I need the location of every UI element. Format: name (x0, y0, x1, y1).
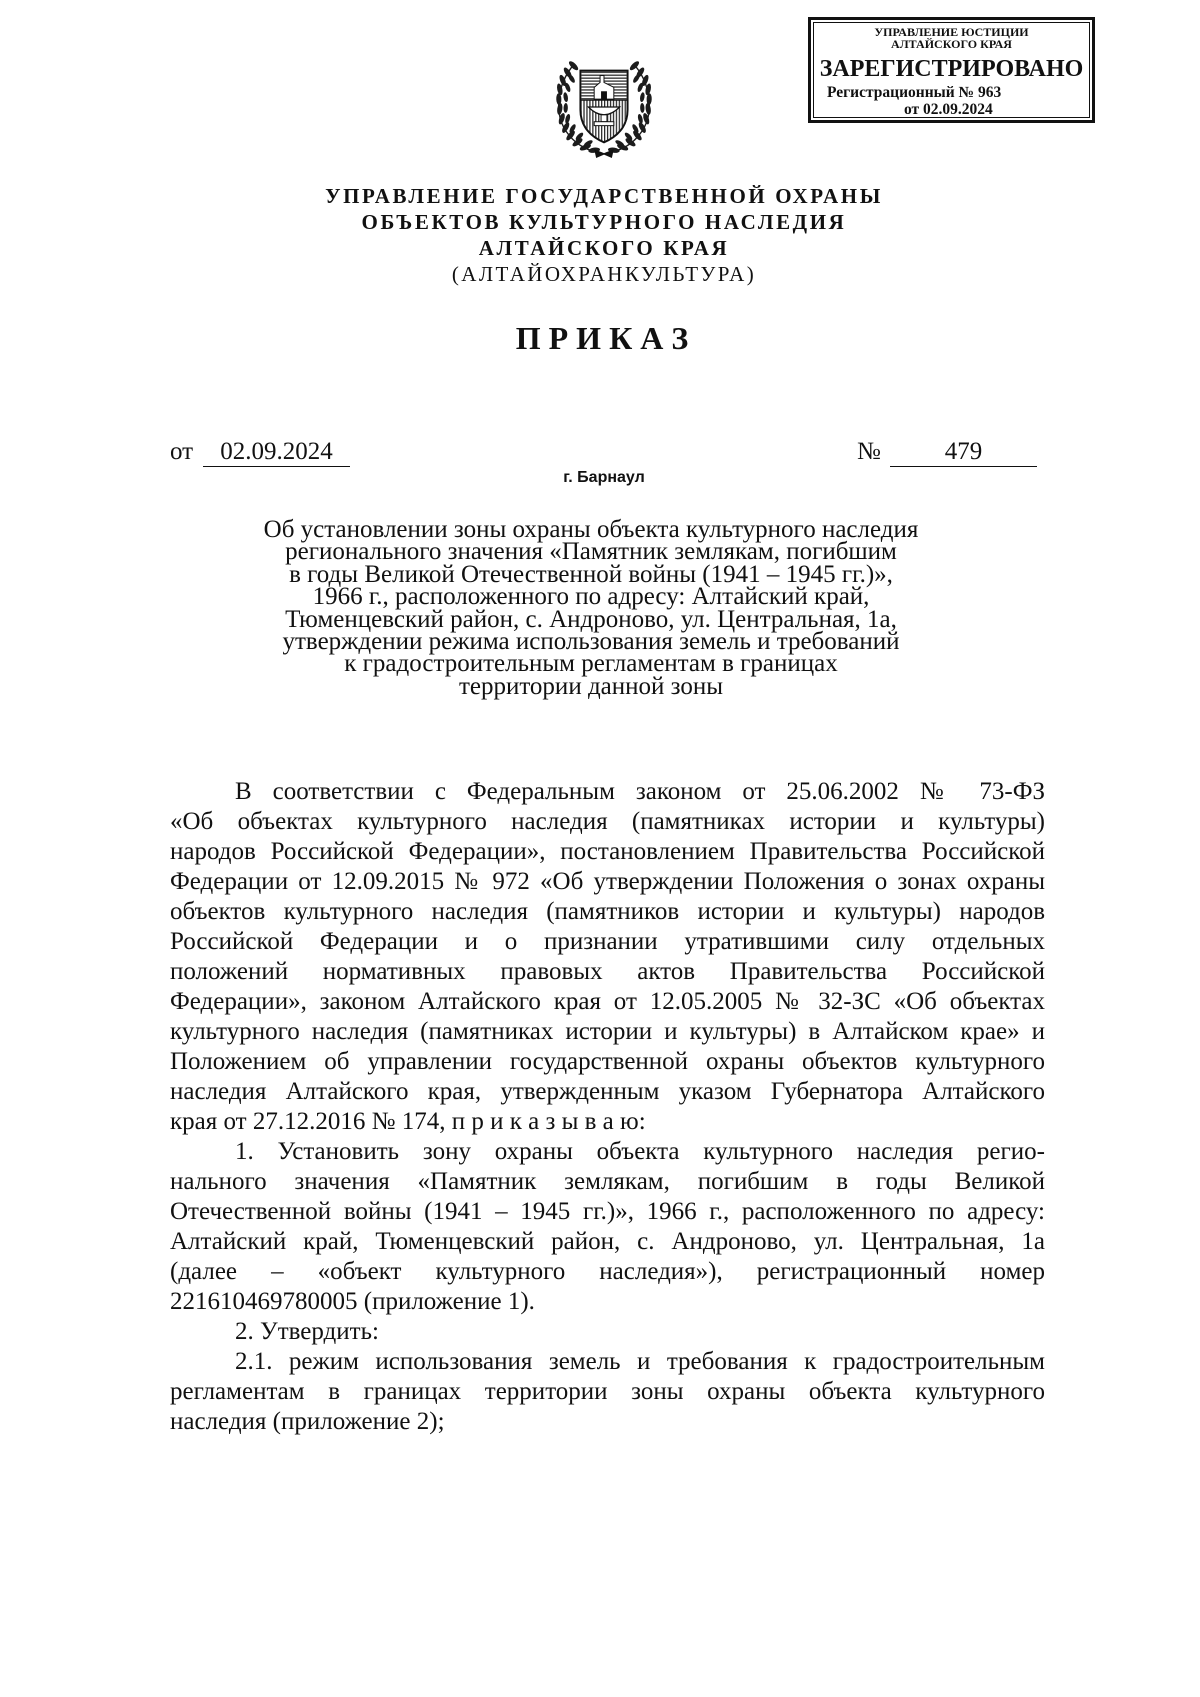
header-line: АЛТАЙСКОГО КРАЯ (478, 236, 730, 260)
body-line: нального значения «Памятник землякам, погибшим в годы Великой (170, 1168, 1045, 1195)
body-line: «Об объектах культурного наследия (памятниках истории и культуры) (170, 808, 1045, 835)
body-line: (далее – «объект культурного наследия»), регистрационный номер (170, 1258, 1045, 1285)
header-line: УПРАВЛЕНИЕ ГОСУДАРСТВЕННОЙ ОХРАНЫ (325, 184, 883, 208)
order-number: 479 (890, 437, 1037, 467)
clause-2-paragraph (170, 1317, 1045, 1347)
ribbon (594, 149, 614, 158)
body-line: 2.1. режим использования земель и требования к градостроительным (235, 1348, 1045, 1375)
document-type-heading: П Р И К А З (515, 320, 689, 356)
title-line: утверждении режима использования земель и требований (282, 627, 900, 655)
body-line: наследия (приложение 2); (170, 1408, 445, 1435)
date-prefix: от (170, 438, 194, 465)
order-title (171, 516, 1011, 700)
institution-header (204, 183, 1004, 287)
body-line: Федерации от 12.09.2015 № 972 «Об утверждении Положения о зонах охраны (170, 868, 1045, 895)
preamble-paragraph (170, 777, 1045, 1137)
title-line: Об установлении зоны охраны объекта культурного наследия (263, 516, 919, 543)
body-line: Алтайский край, Тюменцевский район, с. Андроново, ул. Центральная, 1а (170, 1228, 1045, 1255)
title-line: 1966 г., расположенного по адресу: Алтайский край, (312, 583, 870, 611)
stamp-authority-line2: АЛТАЙСКОГО КРАЯ (891, 37, 1012, 51)
stamp-registration-date: от 02.09.2024 (904, 101, 993, 118)
body-line: Федерации», законом Алтайского края от 12.05.2005 № 32-ЗС «Об объектах (170, 988, 1045, 1015)
clause-2-1-paragraph (170, 1347, 1045, 1437)
body-line: 1. Установить зону охраны объекта культурного наследия регио- (235, 1138, 1045, 1165)
body-line: Положением об управлении государственной охраны объектов культурного (170, 1048, 1045, 1075)
header-abbreviation: (АЛТАЙОХРАНКУЛЬТУРА) (451, 262, 757, 286)
body-line: наследия Алтайского края, утвержденным указом Губернатора Алтайского (170, 1078, 1045, 1105)
title-line: территории данной зоны (458, 672, 724, 700)
clause-1-paragraph (170, 1137, 1045, 1317)
stamp-status: ЗАРЕГИСТРИРОВАНО (819, 56, 1084, 82)
title-line: в годы Великой Отечественной войны (1941 – 1945 гг.)», (289, 560, 893, 588)
body-line: 2. Утвердить: (235, 1318, 379, 1345)
body-line: объектов культурного наследия (памятников истории и культуры) народов (170, 898, 1045, 925)
title-line: регионального значения «Памятник землякам, погибшим (285, 538, 897, 566)
order-date: 02.09.2024 (203, 437, 350, 467)
shield (580, 71, 627, 143)
body-line: регламентам в границах территории зоны охраны объекта культурного (170, 1378, 1045, 1405)
body-line: Отечественной войны (1941 – 1945 гг.)», 1966 г., расположенного по адресу: (170, 1198, 1045, 1225)
body-line: культурного наследия (памятниках истории и культуры) в Алтайском крае» и (170, 1018, 1045, 1045)
order-body (170, 777, 1045, 1437)
body-line: края от 27.12.2016 № 174, п р и к а з ы в а ю: (170, 1108, 646, 1135)
body-line: народов Российской Федерации», постановлением Правительства Российской (170, 838, 1045, 865)
header-line: ОБЪЕКТОВ КУЛЬТУРНОГО НАСЛЕДИЯ (361, 210, 847, 234)
title-line: к градостроительным регламентам в границах (344, 650, 838, 678)
body-line: В соответствии с Федеральным законом от 25.06.2002 № 73-ФЗ (235, 778, 1045, 805)
place-of-issue: г. Барнаул (563, 469, 645, 486)
body-line: Российской Федерации и о признании утратившими силу отдельных (170, 928, 1045, 955)
body-line: 221610469780005 (приложение 1). (170, 1288, 535, 1315)
body-line: положений нормативных правовых актов Правительства Российской (170, 958, 1045, 985)
stamp-registration-number: Регистрационный № 963 (827, 84, 1002, 101)
number-sign: № (857, 438, 881, 465)
registration-stamp (808, 17, 1095, 123)
coat-of-arms-icon (545, 51, 663, 161)
stamp-authority-line1: УПРАВЛЕНИЕ ЮСТИЦИИ (874, 25, 1029, 39)
title-line: Тюменцевский район, с. Андроново, ул. Центральная, 1а, (285, 605, 897, 633)
